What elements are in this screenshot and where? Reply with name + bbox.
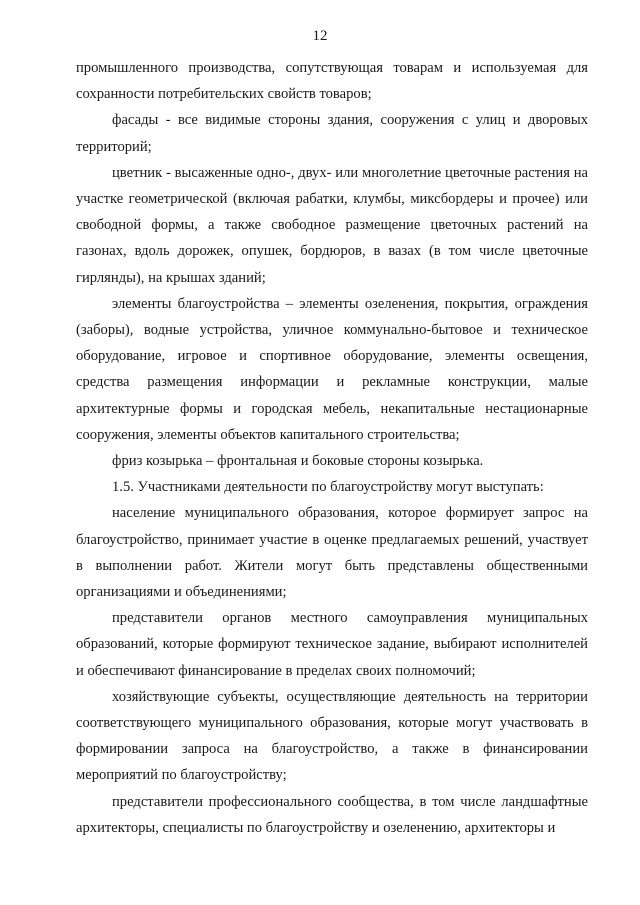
paragraph-business-entities: хозяйствующие субъекты, осуществляющие деятельность на территории соответствующего муниципального образования, которые могут участвовать в формировании запроса на благоустройство, а также в финансировании мероприятий по благоустройству; <box>76 688 588 784</box>
page-number: 12 <box>312 28 328 44</box>
paragraph-local-government: представители органов местного самоуправления муниципальных образований, которые формируют техническое задание, выбирают исполнителей и обеспечивают финансирование в пределах своих полномочий; <box>76 610 588 679</box>
paragraph-canopy-frieze: фриз козырька – фронтальная и боковые стороны козырька. <box>112 453 484 470</box>
paragraph-facades: фасады - все видимые стороны здания, сооружения с улиц и дворовых территорий; <box>76 112 588 155</box>
document-body <box>76 55 588 841</box>
paragraph-population: население муниципального образования, которое формирует запрос на благоустройство, принимает участие в оценке предлагаемых решений, участвует в выполнении работ. Жители могут быть представлены общественными организациями и объединениями; <box>76 505 588 601</box>
paragraph-professional-community: представители профессионального сообщества, в том числе ландшафтные архитекторы, специалисты по благоустройству и озеленению, архитекторы и <box>76 793 588 836</box>
paragraph-section-1-5: 1.5. Участниками деятельности по благоустройству могут выступать: <box>112 479 544 496</box>
paragraph-landscaping-elements: элементы благоустройства – элементы озеленения, покрытия, ограждения (заборы), водные устройства, уличное коммунально-бытовое и техническое оборудование, игровое и спортивное оборудование, элементы освещения, средства размещения информации и рекламные конструкции, малые архитектурные формы и городская мебель, некапитальные нестационарные сооружения, элементы объектов капитального строительства; <box>76 295 588 443</box>
paragraph-flowerbed: цветник - высаженные одно-, двух- или многолетние цветочные растения на участке геометрической (включая рабатки, клумбы, миксбордеры и прочее) или свободной формы, а также свободное размещение цветочных растений на газонах, вдоль дорожек, опушек, бордюров, в вазах (в том числе цветочные гирлянды), на крышах зданий; <box>76 164 588 286</box>
paragraph-packaging-continuation: промышленного производства, сопутствующая товарам и используемая для сохранности потребительских свойств товаров; <box>76 60 588 103</box>
